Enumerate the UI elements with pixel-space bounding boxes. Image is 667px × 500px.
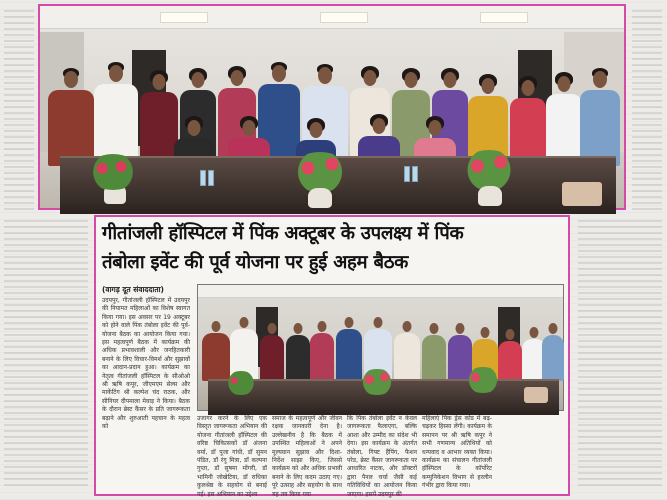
flower-bouquet [86,154,140,190]
person [542,321,564,381]
flower-vase [308,188,332,208]
water-bottle [208,170,214,186]
background-column-top-right [632,10,662,210]
water-bottle [404,166,410,182]
article-photo [197,284,564,411]
person [546,72,582,166]
article-column-4: कि पिंक तंबोला इवेंट न केवल जागरूकता फैलाएगा, बल्कि आशा और उम्मीद का संदेश भी देगा। इस कार्यक्रम के अंतर्गत तंबोला, गिफ्ट हैंपिंग, फैशन परेड, ब्रेस्ट कैंसर जागरूकता पर आधारित नाटक, और डॉक्टरों द्वारा पैनल चर्चा जैसी कई गतिविधियों का आयोजन किया जाएगा। इसमें उदयपुर की [347,415,417,498]
person [286,321,310,381]
ceiling-light [320,12,368,23]
person [336,315,362,381]
article-column-3: समाज के महत्वपूर्ण और जीवन रक्षक जानकारी देना है। उल्लेखनीय है कि बैठक में उपस्थित महिलाओं ने अपने मूल्यवान सुझाव और दिशा-निर्देश साझा किए, जिससे कार्यक्रम को और अधिक प्रभावी बनाने के लिए कदम उठाए गए। पूरे उत्साह और सहयोग के साथ यह तय किया गया [272,415,342,498]
background-column-top-left [4,10,34,210]
person [498,327,522,381]
water-bottle [200,170,206,186]
ceiling [40,6,624,29]
newspaper-clipping [94,215,570,496]
ceiling-light [480,12,528,23]
group-meeting-photo [38,4,626,210]
article-column-6 [497,415,563,493]
byline: (वागड़ दूत संवाददाता) [102,285,164,294]
ceiling [198,285,563,298]
flower-bouquet [290,152,350,192]
person [422,321,446,381]
headline-line-2: तंबोला इवेंट की पूर्व योजना पर हुई अहम बैठक [102,252,409,273]
flower-bouquet [358,369,396,395]
person [310,319,334,381]
handbag [562,182,602,206]
flower-bouquet [464,367,502,393]
headline [102,219,564,277]
handbag [524,387,548,403]
person [260,321,284,381]
background-column-left [4,220,88,490]
article-column-5: महिलाएं पिंक ड्रेस कोड में बढ़-चढ़कर हिस्सा लेंगी। कार्यक्रम के समापन पर श्री ऋषि कपूर ने सभी गणमान्य अतिथियों को धन्यवाद व आभार व्यक्त किया। कार्यक्रम का संचालन गीतांजली हॉस्पिटल के कॉर्पोरेट कम्युनिकेशन विभाग से हरलीन गंभीर द्वारा किया गया। [422,415,492,490]
water-bottle [412,166,418,182]
background-column-right [578,220,662,490]
person [94,60,138,166]
flower-bouquet [224,371,258,395]
flower-bouquet [460,150,518,190]
person [510,76,546,166]
person [580,66,620,166]
article-column-1: उदयपुर, गीतांजली हॉस्पिटल में उदयपुर की नियामत महिलाओं का विशेष स्वागत किया गया। इस अवसर पर 19 अक्टूबर को होने वाले पिंक तंबोला इवेंट की पूर्व-योजना बैठक का आयोजन किया गया। इस महत्वपूर्ण बैठक में कार्यक्रम की अधिक प्रभावशाली और जनहितकारी बनाने के लिए विचार-विमर्श और सुझावों का आदान-प्रदान हुआ। कार्यक्रम का नेतृत्व गीतांजली हॉस्पिटल के सीओओ श्री ऋषि कपूर, जीएमएम सेल्स और मार्केटिंग श्री कल्पेश चंद राठक, और सीनियर दीपमाला मेवाड़ ने किया। बैठक के दौरान ब्रेस्ट कैंसर के प्रति जागरूकता बढ़ाने और शुरुआती पहचान के महत्व को [102,297,190,431]
flower-vase [478,186,502,206]
person [140,70,178,166]
ceiling-light [160,12,208,23]
person [48,66,94,166]
person [394,319,420,381]
article-column-2: उजागर करने के लिए एक विस्तृत जागरूकता अभियान की योजना गीतांजली हॉस्पिटल की वरिष्ठ चिकित्सकों डॉ अंजना वर्मा, डॉ पूजा गांधी, डॉ सुमन पंडित, डॉ रंगु मित्रा, डॉ कल्पना गुप्ता, डॉ सुषमा मोंगरी, डॉ भामिनी जोखेटिया, डॉ राधिका कुलश्रेष्ठ के सहयोग से बनाई गई। इस अभियान का उद्देश्य [197,415,267,498]
headline-line-1: गीतांजली हॉस्पिटल में पिंक अक्टूबर के उपलक्ष्य में पिंक [102,223,464,244]
person [202,319,230,381]
